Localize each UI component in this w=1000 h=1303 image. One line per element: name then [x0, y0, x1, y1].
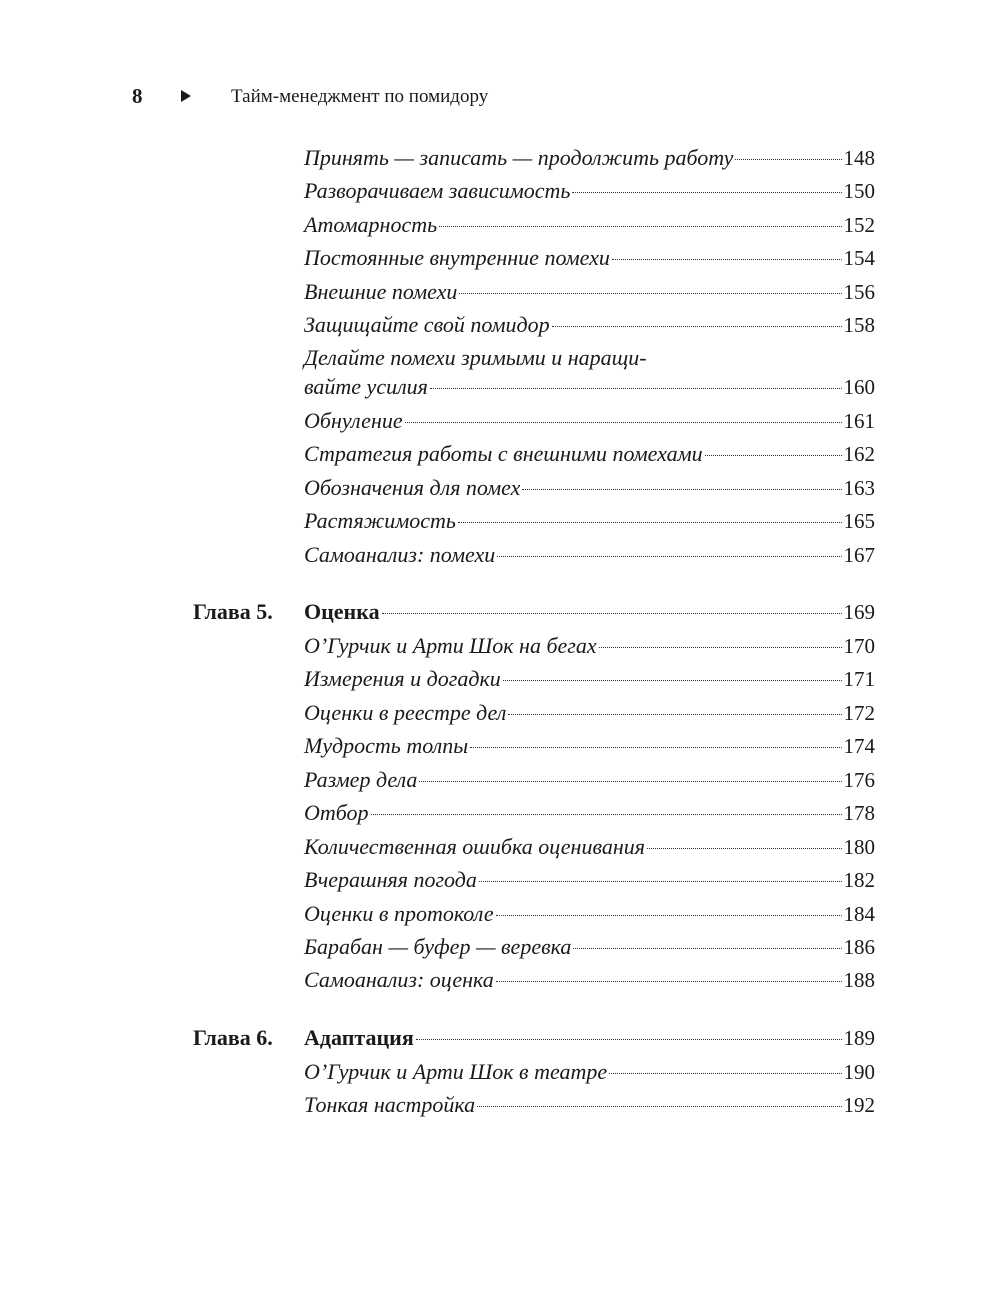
toc-entry-title: Тонкая настройка — [304, 1092, 476, 1117]
toc-entry-page: 182 — [843, 868, 875, 892]
page-header — [0, 0, 1000, 130]
toc-entry-title: Оценки в реестре дел — [304, 700, 507, 725]
toc-entry-page: 174 — [843, 734, 875, 758]
toc-entry-page: 170 — [843, 634, 875, 658]
toc-entry-title: О’Гурчик и Арти Шок в театре — [304, 1059, 608, 1084]
toc-entry-page: 163 — [843, 476, 875, 500]
toc-entry-title: Принять — записать — продолжить работу — [304, 145, 734, 170]
toc-entry-page: 150 — [843, 179, 875, 203]
toc-entry-page: 172 — [843, 701, 875, 725]
toc-entry-title: Постоянные внутренние помехи — [304, 245, 610, 270]
running-title: Тайм-менеджмент по помидору — [231, 86, 489, 107]
dot-leader — [573, 948, 841, 949]
chapter-title: Адаптация — [304, 1025, 414, 1050]
dot-leader — [497, 556, 841, 557]
dot-leader — [382, 613, 842, 614]
toc-entry-title: Стратегия работы с внешними помехами — [304, 441, 703, 466]
dot-leader — [612, 259, 842, 260]
toc-entry-title: Внешние помехи — [304, 279, 458, 304]
toc-entry-page: 154 — [843, 246, 875, 270]
toc-entry-title: Барабан — буфер — веревка — [304, 934, 572, 959]
dot-leader — [479, 881, 842, 882]
dot-leader — [477, 1106, 841, 1107]
dot-leader — [572, 192, 841, 193]
toc-entry-page: 184 — [843, 902, 875, 926]
toc-entry-title: Количественная ошибка оценивания — [304, 834, 645, 859]
toc-entry-page: 176 — [843, 768, 875, 792]
toc-entry-title: Размер дела — [304, 767, 418, 792]
dot-leader — [705, 455, 842, 456]
dot-leader — [522, 489, 841, 490]
dot-leader — [503, 680, 842, 681]
toc-entry-page: 180 — [843, 835, 875, 859]
toc-entry-title: Мудрость толпы — [304, 733, 469, 758]
dot-leader — [419, 781, 841, 782]
toc-entry-page: 148 — [843, 146, 875, 170]
dot-leader — [470, 747, 841, 748]
toc-entry-page: 169 — [843, 600, 875, 624]
toc-entry-title: Защищайте свой помидор — [304, 312, 550, 337]
dot-leader — [508, 714, 841, 715]
toc-entry-title-line1: Делайте помехи зримыми и наращи- — [304, 345, 647, 370]
toc-entry-page: 156 — [843, 280, 875, 304]
toc-entry-title: Отбор — [304, 800, 369, 825]
toc-entry-page: 158 — [843, 313, 875, 337]
dot-leader — [496, 981, 842, 982]
chapter-label: Глава 5. — [193, 599, 273, 624]
toc-entry-page: 165 — [843, 509, 875, 533]
toc-entry-page: 190 — [843, 1060, 875, 1084]
toc-entry-title: Обнуление — [304, 408, 403, 433]
triangle-right-icon — [181, 90, 191, 102]
chapter-title: Оценка — [304, 599, 380, 624]
dot-leader — [439, 226, 841, 227]
dot-leader — [459, 293, 841, 294]
toc-entry-page: 178 — [843, 801, 875, 825]
toc-entry-title: О’Гурчик и Арти Шок на бегах — [304, 633, 597, 658]
toc-entry-page: 161 — [843, 409, 875, 433]
dot-leader — [430, 388, 842, 389]
toc-entry-page: 186 — [843, 935, 875, 959]
toc-entry-page: 188 — [843, 968, 875, 992]
dot-leader — [735, 159, 841, 160]
toc-entry-page: 171 — [843, 667, 875, 691]
dot-leader — [458, 522, 842, 523]
toc-entry-page: 189 — [843, 1026, 875, 1050]
toc-entry-title: Обозначения для помех — [304, 475, 521, 500]
toc-entry-title: Самоанализ: помехи — [304, 542, 496, 567]
dot-leader — [371, 814, 842, 815]
dot-leader — [405, 422, 842, 423]
toc-entry-title: вайте усилия — [304, 374, 428, 399]
toc-entry-page: 167 — [843, 543, 875, 567]
toc-entry-page: 162 — [843, 442, 875, 466]
page-number: 8 — [132, 84, 143, 108]
toc-entry-page: 152 — [843, 213, 875, 237]
dot-leader — [599, 647, 842, 648]
toc-entry-title: Растяжимость — [304, 508, 456, 533]
toc-entry-title: Атомарность — [304, 212, 438, 237]
toc-entry-page: 160 — [843, 375, 875, 399]
toc-entry-page: 192 — [843, 1093, 875, 1117]
toc-entry-title: Разворачиваем зависимость — [304, 178, 571, 203]
dot-leader — [496, 915, 842, 916]
dot-leader — [647, 848, 842, 849]
toc-entry-title: Измерения и догадки — [304, 666, 501, 691]
toc-entry-title: Оценки в протоколе — [304, 901, 494, 926]
dot-leader — [609, 1073, 841, 1074]
toc-entry-title: Самоанализ: оценка — [304, 967, 494, 992]
dot-leader — [552, 326, 842, 327]
toc-entry-title: Вчерашняя погода — [304, 867, 477, 892]
dot-leader — [416, 1039, 842, 1040]
chapter-label: Глава 6. — [193, 1025, 273, 1050]
